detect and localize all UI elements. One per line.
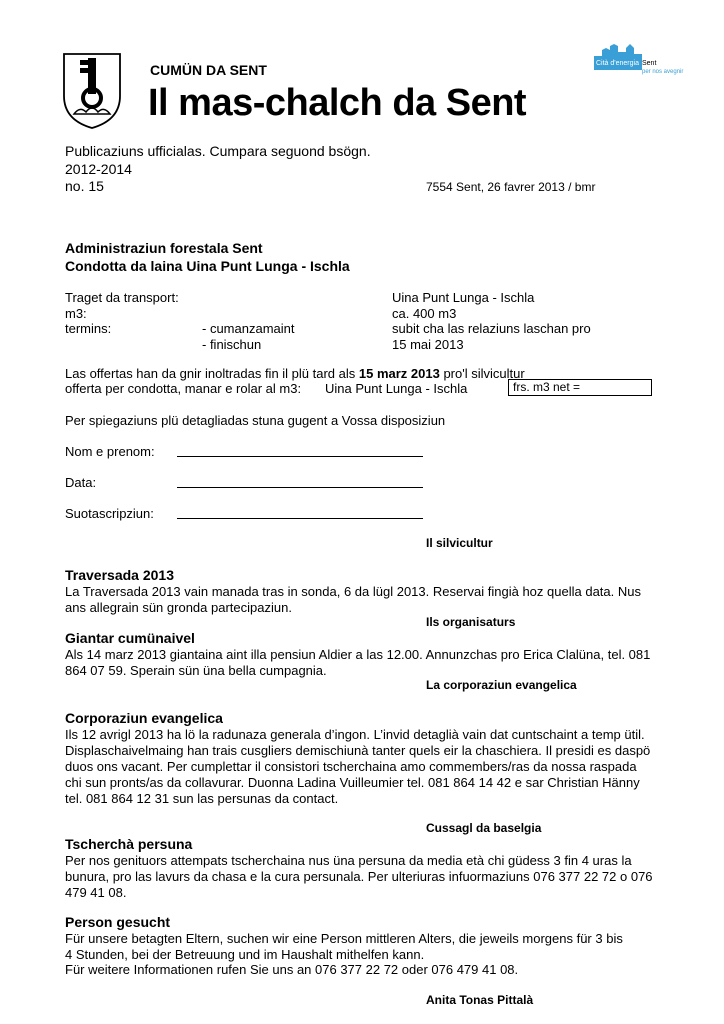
- corporaziun-sign: Cussagl da baselgia: [426, 821, 542, 835]
- meta-line3: no. 15: [65, 178, 104, 194]
- m3-label: m3:: [65, 306, 87, 321]
- logo-line2: Sent: [642, 60, 657, 67]
- forester-sign: Il silvicultur: [426, 536, 493, 550]
- start-value: subit cha las relaziuns laschan pro: [392, 321, 591, 336]
- signature-field-line[interactable]: [177, 518, 423, 519]
- date-field-label: Data:: [65, 475, 97, 490]
- signature-field-label: Suotascripziun:: [65, 506, 154, 521]
- gesucht-line3: Für weitere Informationen rufen Sie uns an 076 377 22 72 oder 076 479 41 08.: [65, 962, 519, 977]
- forest-heading: Administraziun forestala Sent: [65, 240, 263, 256]
- offer-line-route: Uina Punt Lunga - Ischla: [325, 381, 468, 396]
- offer-line-label: offerta per condotta, manar e rolar al m3:: [65, 381, 302, 396]
- end-label: - finischun: [202, 337, 262, 352]
- logo-line3: per nos avegnir: [642, 69, 684, 75]
- giantar-heading: Giantar cumünaivel: [65, 630, 195, 646]
- price-box-label: frs. m3 net =: [513, 380, 581, 394]
- municipal-crest-icon: [60, 50, 124, 130]
- offer-deadline: Las offertas han da gnir inoltradas fin il plü tard als 15 marz 2013 pro'l silvicultur: [65, 366, 525, 381]
- meta-line1: Publicaziuns ufficialas. Cumpara seguond bsögn.: [65, 143, 371, 159]
- gesucht-line1: Für unsere betagten Eltern, suchen wir eine Person mittleren Alters, die jeweils morgens für 3 bis: [65, 931, 623, 946]
- gesucht-sign: Anita Tonas Pittalà: [426, 993, 534, 1007]
- info-line: Per spiegaziuns plü detagliadas stuna gugent a Vossa disposiziun: [65, 413, 446, 428]
- name-field-label: Nom e prenom:: [65, 444, 155, 459]
- transport-label: Traget da transport:: [65, 290, 179, 305]
- gesucht-heading: Person gesucht: [65, 914, 171, 930]
- tschercha-heading: Tscherchà persuna: [65, 836, 193, 852]
- end-value: 15 mai 2013: [392, 337, 464, 352]
- m3-value: ca. 400 m3: [392, 306, 457, 321]
- price-box[interactable]: [508, 379, 652, 396]
- transport-value: Uina Punt Lunga - Ischla: [392, 290, 535, 305]
- name-field-line[interactable]: [177, 456, 423, 457]
- terms-label: termins:: [65, 321, 112, 336]
- start-label: - cumanzamaint: [202, 321, 295, 336]
- traversada-body: La Traversada 2013 vain manada tras in sonda, 6 da lügl 2013. Reservai fingià hoz quella data. Nus ans allegrain sün gronda partecipaziun.: [65, 584, 641, 615]
- logo-line1: Cità d'energia: [596, 60, 639, 67]
- place-date: 7554 Sent, 26 favrer 2013 / bmr: [426, 180, 596, 194]
- gesucht-line2: 4 Stunden, bei der Betreuung und im Haushalt mithelfen kann.: [65, 947, 425, 962]
- corporaziun-body: Ils 12 avrigl 2013 ha lö la radunaza generala d’ingon. L’invid detaglià vain dat cuntschaint a temp ütil. Displaschaivelmaing han trais cusgliers demischiunà tanter quels eir la chaschiera. Il presidi es daspö duos ons vacant. Per cumplettar il consistori tscherchaina amo commembers/ras da nossa raspada chi sun pronts/as da collavurar. Duonna Ladina Vuilleumier tel. 081 864 14 42 e sar Christian Hänny tel. 081 864 12 31 sun las persunas da contact.: [65, 727, 651, 806]
- corporaziun-heading: Corporaziun evangelica: [65, 710, 223, 726]
- org-name: CUMÜN DA SENT: [150, 62, 267, 78]
- forest-subheading: Condotta da laina Uina Punt Lunga - Ischla: [65, 258, 350, 274]
- meta-line2: 2012-2014: [65, 161, 132, 177]
- traversada-heading: Traversada 2013: [65, 567, 174, 583]
- traversada-sign: Ils organisaturs: [426, 615, 516, 629]
- giantar-sign: La corporaziun evangelica: [426, 678, 577, 692]
- page-title: Il mas-chalch da Sent: [148, 82, 527, 124]
- date-field-line[interactable]: [177, 487, 423, 488]
- tschercha-body: Per nos genituors attempats tscherchaina nus üna persuna da media età chi güdess 3 fin 4 uras la bunura, pro las lavurs da chasa e la cura persunala. Per ulteriuras infuormaziuns 076 377 22 72 o 076 479 41 08.: [65, 853, 653, 900]
- giantar-body: Als 14 marz 2013 giantaina aint illa pensiun Aldier a las 12.00. Annunzchas pro Erica Clalüna, tel. 081 864 07 59. Sperain sün üna bella cumpagnia.: [65, 647, 651, 678]
